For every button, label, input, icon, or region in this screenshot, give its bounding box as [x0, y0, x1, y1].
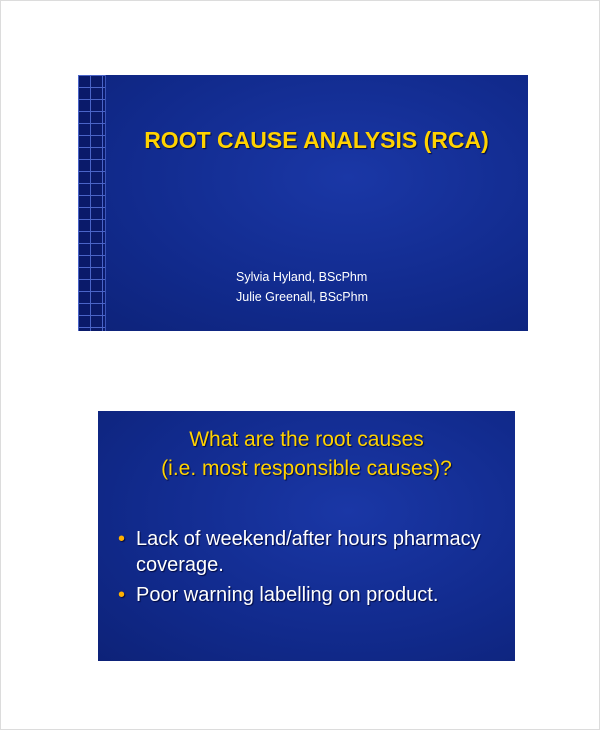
author-list: [236, 267, 368, 307]
author-name: Sylvia Hyland, BScPhm: [236, 270, 368, 284]
bullet-text: Poor warning labelling on product.: [136, 584, 439, 606]
bullet-item: [118, 582, 513, 608]
slide-title: [78, 75, 528, 331]
decorative-grid-strip: [78, 75, 106, 331]
author-name: Julie Greenall, BScPhm: [236, 290, 369, 304]
bullet-text: Lack of weekend/after hours pharmacy coverage.: [136, 528, 481, 576]
heading-line: (i.e. most responsible causes)?: [161, 457, 452, 480]
bullet-icon: •: [118, 528, 126, 550]
bullet-list: [118, 526, 513, 612]
bullet-icon: •: [118, 584, 126, 606]
slide-heading: [98, 425, 515, 483]
slide-root-causes: [98, 411, 515, 661]
bullet-item: [118, 526, 513, 578]
slide-title-heading: ROOT CAUSE ANALYSIS (RCA): [144, 127, 489, 153]
heading-line: What are the root causes: [189, 428, 424, 451]
